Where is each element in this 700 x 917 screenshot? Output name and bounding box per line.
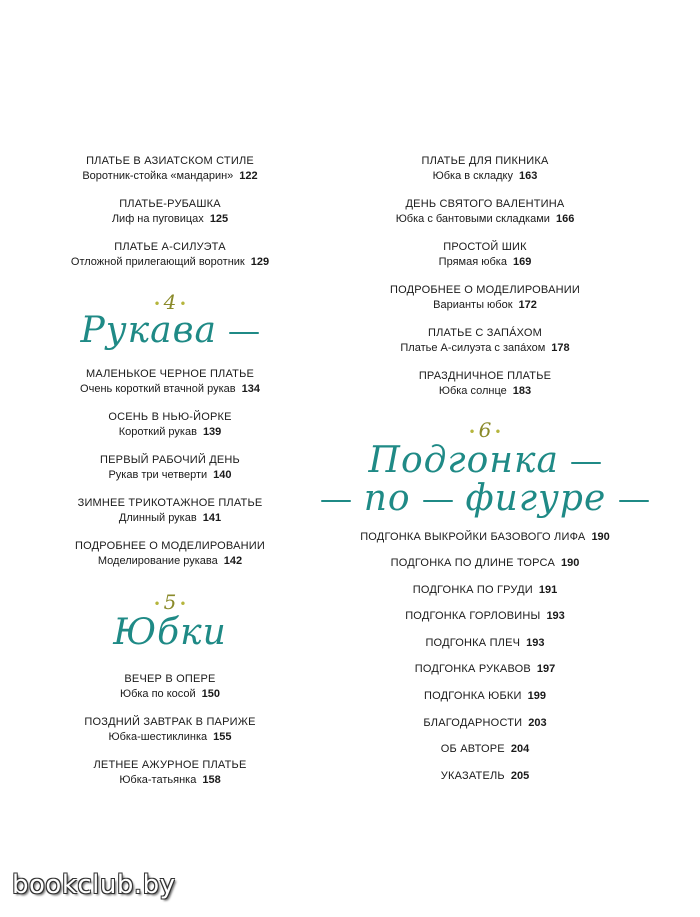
entry-title: ПОЗДНИЙ ЗАВТРАК В ПАРИЖЕ (84, 716, 256, 728)
page-number: 142 (223, 555, 243, 567)
entry-subtitle: Отложной прилегающий воротник (70, 256, 245, 268)
toc-entry[interactable] (0, 453, 340, 483)
swash-ornament (321, 500, 351, 502)
page-number: 193 (526, 637, 545, 649)
toc-entry[interactable]: БЛАГОДАРНОСТИ 203 (423, 717, 547, 729)
toc-entry[interactable]: ПОДГОНКА ГОРЛОВИНЫ 193 (405, 610, 565, 622)
page-number: 134 (241, 383, 260, 395)
chapter-title: Рукава (0, 310, 340, 351)
toc-entry[interactable] (320, 369, 650, 399)
entry-title: ПЕРВЫЙ РАБОЧИЙ ДЕНЬ (100, 454, 240, 466)
page-number: 139 (202, 426, 222, 438)
entry-subtitle: Юбка в складку (432, 170, 513, 182)
page-number: 129 (250, 256, 270, 268)
entry-title: ПРАЗДНИЧНОЕ ПЛАТЬЕ (418, 370, 552, 382)
entry-title: ПЛАТЬЕ В АЗИАТСКОМ СТИЛЕ (86, 155, 254, 167)
toc-entry[interactable]: УКАЗАТЕЛЬ 205 (440, 770, 530, 782)
toc-entry[interactable]: ОБ АВТОРЕ 204 (440, 743, 530, 755)
page-number: 125 (209, 213, 229, 225)
entry-title: ПЛАТЬЕ А-СИЛУЭТА (114, 241, 226, 253)
entry-subtitle: Моделирование рукава (97, 555, 218, 567)
site-watermark: bookclub.by (12, 870, 176, 900)
entry-subtitle: Прямая юбка (438, 256, 507, 268)
page-number: 141 (202, 512, 222, 524)
page-number: 150 (201, 688, 221, 700)
swash-ornament (229, 332, 259, 334)
page-number: 166 (555, 213, 575, 225)
entry-title: ПЛАТЬЕ ДЛЯ ПИКНИКА (421, 155, 549, 167)
entry-subtitle: Юбка с бантовыми складками (395, 213, 550, 225)
page-number: 183 (512, 385, 532, 397)
chapter-number: • 5 • (153, 590, 187, 614)
entry-subtitle: Платье А-силуэта с запáхом (400, 342, 546, 354)
entry-title: ПОДРОБНЕЕ О МОДЕЛИРОВАНИИ (75, 540, 265, 552)
page-number: 205 (510, 770, 530, 782)
page-number: 203 (528, 717, 547, 729)
toc-entry[interactable]: ПОДГОНКА ЮБКИ 199 (424, 690, 546, 702)
toc-entry[interactable] (320, 240, 650, 270)
page-number: 122 (239, 170, 258, 182)
page-number: 197 (536, 663, 556, 675)
toc-entry[interactable] (0, 672, 340, 702)
toc-entry[interactable] (0, 715, 340, 745)
entry-title: ПОДРОБНЕЕ О МОДЕЛИРОВАНИИ (390, 284, 580, 296)
entry-title: ДЕНЬ СВЯТОГО ВАЛЕНТИНА (405, 198, 565, 210)
entry-title: МАЛЕНЬКОЕ ЧЕРНОЕ ПЛАТЬЕ (85, 368, 255, 380)
toc-entry[interactable] (320, 326, 650, 356)
toc-entry[interactable] (0, 197, 340, 227)
toc-entry[interactable] (320, 197, 650, 227)
entry-subtitle: Юбка-шестиклинка (108, 731, 208, 743)
entry-title: ПРОСТОЙ ШИК (443, 241, 527, 253)
toc-entry[interactable] (0, 367, 340, 397)
swash-ornament (619, 500, 649, 502)
toc-entry[interactable] (0, 410, 340, 440)
chapter-number: • 4 • (153, 290, 187, 314)
entry-subtitle: Короткий рукав (118, 426, 197, 438)
page-number: 178 (551, 342, 570, 354)
entry-subtitle: Рукав три четверти (108, 469, 208, 481)
toc-entry[interactable] (320, 283, 650, 313)
entry-subtitle: Варианты юбок (433, 299, 513, 311)
chapter-title-line2: по фигуре (320, 478, 650, 519)
toc-entry[interactable] (0, 154, 340, 184)
entry-subtitle: Юбка-татьянка (119, 774, 197, 786)
page-number: 204 (510, 743, 530, 755)
entry-subtitle: Очень короткий втачной рукав (80, 383, 236, 395)
toc-entry[interactable]: ПОДГОНКА ПО ГРУДИ 191 (412, 584, 558, 596)
chapter-title: Юбки (113, 612, 227, 653)
page-number: 199 (527, 690, 546, 702)
toc-entry[interactable]: ПОДГОНКА РУКАВОВ 197 (414, 663, 556, 675)
page-number: 169 (512, 256, 532, 268)
toc-entry[interactable] (0, 758, 340, 788)
page-number: 155 (213, 731, 232, 743)
page-number: 190 (561, 557, 580, 569)
entry-title: ПЛАТЬЕ С ЗАПÁХОМ (428, 327, 542, 339)
page-number: 158 (202, 774, 221, 786)
page-number: 172 (518, 299, 537, 311)
toc-entry[interactable] (0, 240, 340, 270)
toc-entry[interactable]: ПОДГОНКА ВЫКРОЙКИ БАЗОВОГО ЛИФА 190 (360, 531, 610, 543)
toc-entry[interactable]: ПОДГОНКА ПЛЕЧ 193 (425, 637, 545, 649)
entry-subtitle: Воротник-стойка «мандарин» (82, 170, 234, 182)
entry-subtitle: Юбка солнце (438, 385, 507, 397)
toc-entry[interactable]: ПОДГОНКА ПО ДЛИНЕ ТОРСА 190 (390, 557, 580, 569)
entry-title: ОСЕНЬ В НЬЮ-ЙОРКЕ (108, 411, 232, 423)
entry-title: ВЕЧЕР В ОПЕРЕ (124, 673, 216, 685)
toc-entry[interactable] (0, 539, 340, 569)
swash-ornament (571, 462, 601, 464)
swash-ornament (423, 500, 453, 502)
toc-entry[interactable] (320, 154, 650, 184)
entry-subtitle: Лиф на пуговицах (111, 213, 204, 225)
entry-title: ПЛАТЬЕ-РУБАШКА (119, 198, 221, 210)
page-number: 193 (546, 610, 565, 622)
page-number: 190 (591, 531, 610, 543)
page-number: 191 (538, 584, 558, 596)
entry-title: ЛЕТНЕЕ АЖУРНОЕ ПЛАТЬЕ (93, 759, 247, 771)
entry-subtitle: Длинный рукав (118, 512, 197, 524)
page-number: 140 (213, 469, 232, 481)
chapter-title: Подгонка (320, 440, 650, 481)
toc-entry[interactable] (0, 496, 340, 526)
entry-subtitle: Юбка по косой (119, 688, 196, 700)
chapter-number: • 6 • (468, 418, 502, 442)
entry-title: ЗИМНЕЕ ТРИКОТАЖНОЕ ПЛАТЬЕ (77, 497, 263, 509)
page-number: 163 (519, 170, 538, 182)
